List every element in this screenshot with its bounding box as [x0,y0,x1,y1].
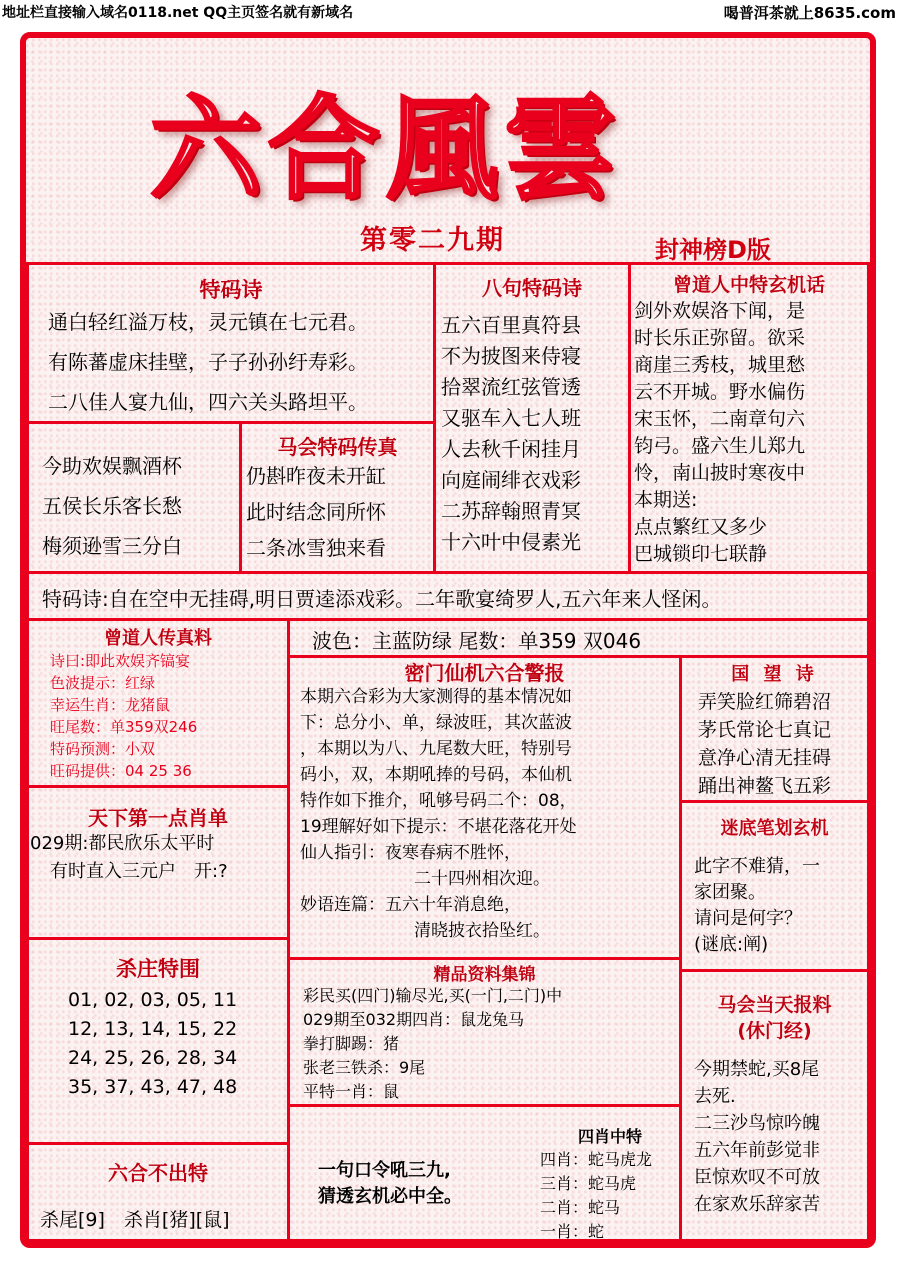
midi-title: 迷底笔划玄机 [720,818,829,839]
mahui2-lines [694,1056,820,1218]
guowang-lines [698,688,831,800]
secret-line: 清晓披衣拾坠红。 [414,921,550,941]
issue-number: 第零二九期 [360,225,505,256]
jingpin-line: 平特一肖：鼠 [303,1082,400,1101]
zengdao-line: 钧弓。盛六生儿郑九 [634,435,806,457]
mahui2-line: 五六年前彭觉非 [694,1140,820,1161]
secret-line: 特作如下推介，吼够号码二个：08， [300,791,577,811]
secret-title: 密门仙机六合警报 [404,661,565,685]
secret-line: ，本期以为八、九尾数大旺，特别号 [300,739,572,759]
zengdao-line: 云不开城。野水偏伤 [634,381,806,403]
zengdao-line: 怜，南山披时寒夜中 [634,462,806,484]
eight-line: 向庭闹绯衣戏彩 [441,468,581,492]
mahui2-line: 今期禁蛇,买8尾 [694,1059,820,1080]
sixiao-lines [540,1148,652,1244]
shazhuang-line: 35, 37, 43, 47, 48 [68,1076,238,1098]
shazhuang-line: 01, 02, 03, 05, 11 [68,989,238,1011]
midi-lines [694,854,820,958]
poem1-lines [48,302,368,422]
zdcz-line: 特码预测：小双 [50,740,156,758]
poem1-line: 通白轻红溢万枝，灵元镇在七元君。 [48,310,368,334]
left3-line: 五侯长乐客长愁 [42,494,182,518]
slogan-line: 一句口令吼三九, [318,1160,451,1181]
jingpin-line: 拳打脚踢：猪 [303,1034,400,1053]
sixiao-line: 一肖：蛇 [540,1222,605,1241]
left3-lines [42,446,182,566]
zengdao-line: 时长乐正弥留。欲采 [634,327,806,349]
mahui-title: 马会特码传真 [277,435,398,459]
page-title: 六合風雲 [150,84,622,215]
midi-line: 请问是何字？ [694,908,802,929]
zengdao-line: 剑外欢娱洛下闻，是 [634,300,806,322]
midi-line: 家团聚。 [694,882,766,903]
mahui2-title: 马会当天报料 [717,994,832,1016]
zengdao-line: 商崖三秀枝，城里愁 [634,354,806,376]
zdcz-lines [50,650,197,782]
tianxia-title: 天下第一点肖单 [88,806,228,830]
zengdao-title: 曾道人中特玄机话 [672,274,825,296]
mahui-line: 仍斟昨夜未开缸 [246,464,386,488]
guowang-line: 意净心清无挂碍 [698,747,832,769]
eight-line: 五六百里真符县 [441,313,581,337]
midi-line: 此字不难猜，一 [694,856,820,877]
sixiao-line: 二肖：蛇马 [540,1198,621,1217]
secret-lines [300,684,577,944]
top-left-text: 地址栏直接输入域名0118.net QQ主页签名就有新域名 [2,5,354,21]
mahui2-line: 臣惊欢叹不可放 [694,1167,820,1188]
edition-label: 封神榜D版 [655,236,771,264]
mahui-line: 此时结念同所怀 [246,500,386,524]
eight-line: 二苏辞翰照青冥 [441,499,581,523]
guowang-line: 踊出神鳌飞五彩 [698,775,832,797]
secret-line: 二十四州相次迎。 [414,869,550,889]
eight-line: 人去秋千闲挂月 [441,437,581,461]
eight-line: 十六叶中侵素光 [441,530,581,554]
secret-line: 仙人指引：夜寒春病不胜怀， [300,843,521,863]
zdcz-line: 色波提示：红绿 [50,674,156,692]
mahui2-line: 二三沙鸟惊吟魄 [694,1113,820,1134]
poem-line: 特码诗:自在空中无挂碍,明日贾逵添戏彩。二年歌宴绮罗人,五六年来人怪闲。 [42,587,722,611]
top-banner [0,0,900,26]
jingpin-line: 彩民买(四门)输尽光,买(一门,二门)中 [303,986,563,1005]
mahui-lines [246,458,386,566]
jingpin-line: 029期至032期四肖：鼠龙兔马 [303,1010,525,1029]
eight-lines [441,310,581,558]
slogan [318,1158,462,1210]
secret-line: 码小，双，本期吼捧的号码，本仙机 [300,765,572,785]
eight-line: 又驱车入七人班 [441,406,581,430]
zengdao-line: 本期送: [634,489,698,511]
zdcz-title: 曾道人传真料 [104,628,212,649]
liuhe-line: 杀尾[9] 杀肖[猪][鼠] [40,1209,230,1231]
mahui2-line: 去死. [694,1086,736,1107]
guowang-line: 弄笑脸红筛碧沼 [698,691,832,713]
zengdao-line: 巴城锁印七联静 [634,543,768,565]
tianxia-line: 有时直入三元户 开:? [50,861,228,882]
mahui2-line: 在家欢乐辞家苦 [694,1194,820,1215]
liuhe-title: 六合不出特 [108,1161,208,1185]
poem1-title: 特码诗 [199,278,263,302]
zdcz-line: 诗曰:即此欢娱齐镐宴 [50,652,191,670]
top-right-text: 喝普洱茶就上8635.com [723,4,896,22]
sixiao-line: 三肖：蛇马虎 [540,1174,637,1193]
jingpin-lines [303,984,562,1104]
poem1-line: 二八佳人宴九仙，四六关头路坦平。 [48,390,368,414]
shazhuang-title: 杀庄特围 [116,957,200,981]
mahui-line: 二条冰雪独来看 [246,536,386,560]
secret-line: 妙语连篇：五六十年消息绝， [300,895,521,915]
sixiao-line: 四肖：蛇马虎龙 [540,1150,653,1169]
shazhuang-line: 12, 13, 14, 15, 22 [68,1018,238,1040]
wave-line: 波色：主蓝防绿 尾数：单359 双046 [312,629,642,653]
tianxia-line: 029期:都民欣乐太平时 [30,833,215,854]
left3-line: 今助欢娱飘酒杯 [42,454,182,478]
eight-line: 不为披图来侍寝 [441,344,581,368]
slogan-line: 猜透玄机必中全。 [318,1186,462,1207]
poem1-line: 有陈蕃虚床挂壁，子子孙孙纡寿彩。 [48,350,368,374]
secret-line: 19理解好如下提示：不堪花落花开处 [300,817,577,837]
jingpin-title: 精品资料集锦 [433,965,536,985]
zdcz-line: 幸运生肖：龙猪鼠 [50,696,171,714]
zengdao-lines [634,298,805,568]
zdcz-line: 旺尾数：单359双246 [50,718,198,736]
secret-line: 下：总分小、单，绿波旺，其次蓝波 [300,713,572,733]
shazhuang-line: 24, 25, 26, 28, 34 [68,1047,238,1069]
jingpin-line: 张老三铁杀：9尾 [303,1058,426,1077]
midi-line: (谜底:阐) [694,934,769,955]
guowang-title: 国 望 诗 [731,664,818,685]
zdcz-line: 旺码提供：04 25 36 [50,762,192,780]
sixiao-title: 四肖中特 [577,1127,642,1146]
left3-line: 梅须逊雪三分白 [42,534,182,558]
secret-line: 本期六合彩为大家测得的基本情况如 [300,687,572,707]
zengdao-line: 点点繁红又多少 [634,516,768,538]
mahui2-subtitle: (休门经) [737,1020,812,1042]
tianxia-lines [30,830,228,886]
guowang-line: 茅氏常论七真记 [698,719,832,741]
zengdao-line: 宋玉怀，二南章句六 [634,408,806,430]
shazhuang-lines [68,986,237,1102]
eight-title: 八句特码诗 [482,276,582,300]
eight-line: 拾翠流红弦管透 [441,375,581,399]
